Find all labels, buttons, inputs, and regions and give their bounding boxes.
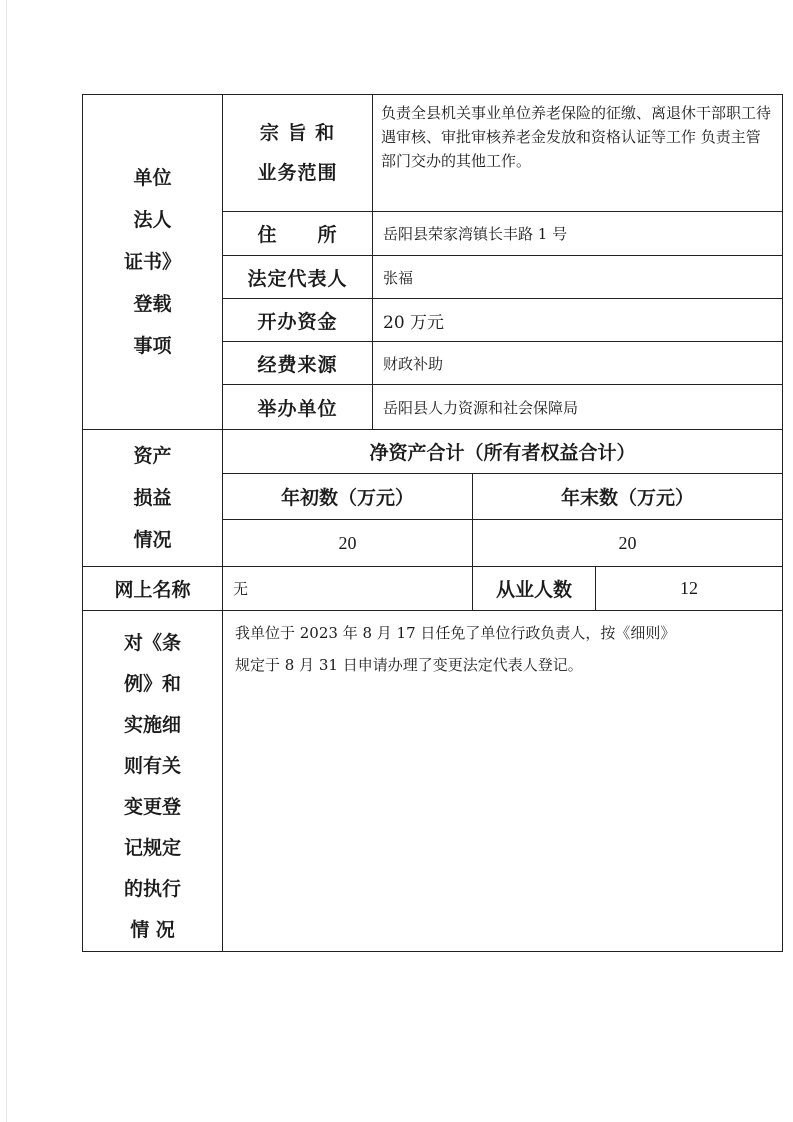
legal-rep-label: 法定代表人	[223, 256, 373, 299]
assets-section-label: 资产 损益 情况	[83, 430, 223, 567]
online-name-label: 网上名称	[83, 567, 223, 611]
sponsor-value: 岳阳县人力资源和社会保障局	[373, 385, 783, 430]
row-online	[83, 567, 783, 611]
address-value: 岳阳县荣家湾镇长丰路 1 号	[373, 212, 783, 256]
begin-year-label: 年初数（万元）	[223, 474, 473, 520]
legal-rep-value: 张福	[373, 256, 783, 299]
scope-value: 负责全县机关事业单位养老保险的征缴、离退休干部职工待遇审核、审批审核养老金发放和资格认证等工作 负责主管部门交办的其他工作。	[373, 95, 783, 212]
row-net-assets-header	[83, 430, 783, 474]
capital-label: 开办资金	[223, 299, 373, 342]
address-label: 住 所	[223, 212, 373, 256]
execution-text-line-1: 我单位于 2023 年 8 月 17 日任免了单位行政负责人，按《细则》	[235, 624, 676, 642]
employees-label: 从业人数	[473, 567, 596, 611]
funding-value: 财政补助	[373, 342, 783, 385]
execution-text-line-2: 规定于 8 月 31 日申请办理了变更法定代表人登记。	[235, 656, 583, 674]
scope-label: 宗 旨 和 业务范围	[223, 95, 373, 212]
employees-value: 12	[596, 567, 783, 611]
registration-form-table	[82, 94, 783, 952]
end-year-label: 年末数（万元）	[473, 474, 783, 520]
end-year-value: 20	[473, 520, 783, 567]
online-name-value: 无	[223, 567, 473, 611]
funding-label: 经费来源	[223, 342, 373, 385]
execution-text	[223, 611, 783, 952]
begin-year-value: 20	[223, 520, 473, 567]
execution-section-label: 对《条 例》和 实施细 则有关 变更登 记规定 的执行 情 况	[83, 611, 223, 952]
registration-section-label: 单位 法人 证书》 登载 事项	[83, 95, 223, 430]
row-execution	[83, 611, 783, 952]
net-assets-header: 净资产合计（所有者权益合计）	[223, 430, 783, 474]
scan-edge-line	[6, 0, 7, 1122]
sponsor-label: 举办单位	[223, 385, 373, 430]
capital-value: 20 万元	[373, 299, 783, 342]
row-scope	[83, 95, 783, 212]
